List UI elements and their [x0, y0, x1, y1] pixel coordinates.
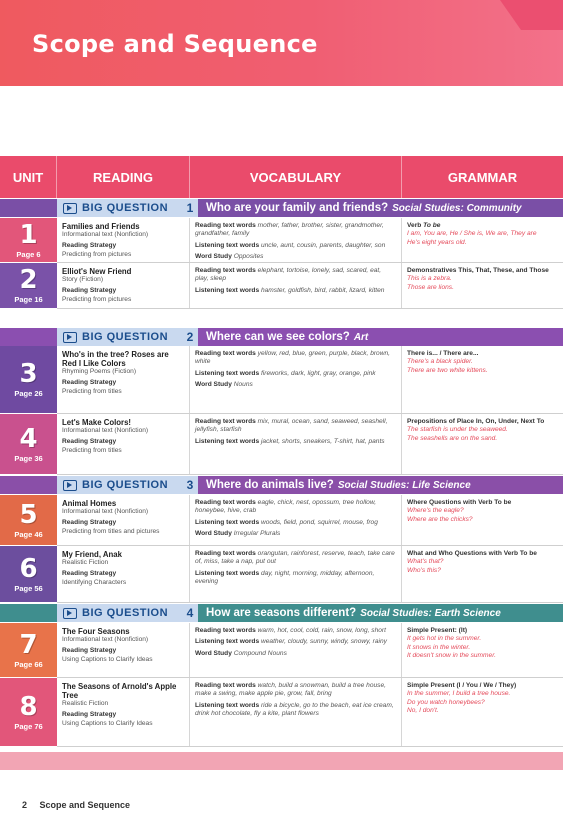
big-question-number: 1 — [182, 199, 198, 217]
spacer — [195, 587, 396, 590]
vocab-listening-words-label: Listening text words — [195, 569, 260, 577]
grammar-title — [407, 682, 558, 690]
grammar-cell — [402, 346, 563, 413]
vocab-listening-words-label: Listening text words — [195, 369, 260, 377]
big-question-title — [198, 328, 563, 346]
unit-cell — [0, 495, 57, 545]
header-grammar: GRAMMAR — [447, 169, 518, 185]
unit-cell — [0, 263, 57, 308]
vocab-word-study-label: Word Study — [195, 381, 232, 389]
vocab-listening-words — [195, 370, 396, 378]
big-question-subject: Social Studies: Community — [392, 202, 522, 214]
vocabulary-cell — [190, 678, 402, 746]
reading-title: Who's in the tree? Roses are Red I Like Colors — [62, 350, 169, 368]
vocab-word-study-label: Word Study — [195, 253, 232, 261]
big-question-bar — [0, 328, 563, 346]
vocab-listening-words-label: Listening text words — [195, 286, 260, 294]
grammar-example: In the summer, I build a tree house. — [407, 690, 511, 698]
table-header — [0, 156, 563, 198]
unit-row — [0, 678, 563, 746]
vocab-word-study-list: Opposites — [233, 253, 264, 261]
vocabulary-cell — [190, 346, 402, 413]
grammar-example: Do you watch honeybees? — [407, 698, 485, 706]
grammar-example: This is a zebra. — [407, 275, 452, 283]
unit-number: 5 — [19, 499, 38, 530]
vocab-listening-words-label: Listening text words — [195, 518, 260, 526]
vocab-listening-words-list: weather, cloudy, sunny, windy, snowy, rainy — [260, 638, 387, 646]
big-question-bar — [0, 476, 563, 494]
reading-type: Rhyming Poems (Fiction) — [62, 368, 137, 375]
reading-strategy: Identifying Characters — [62, 578, 127, 586]
vocabulary-cell — [190, 546, 402, 602]
grammar-title-text: Simple Present (I / You / We / They) — [407, 682, 517, 689]
unit-cell — [0, 218, 57, 262]
spacer — [195, 658, 396, 661]
big-question-text: BIG QUESTION — [82, 202, 169, 214]
reading-cell — [57, 546, 190, 602]
vocab-reading-words-list: watch, build a snowman, build a tree house, make a swing, make apple pie, grow, fall, bring — [195, 682, 386, 698]
reading-title: My Friend, Anak — [62, 550, 122, 559]
grammar-example: There are two white kittens. — [407, 366, 488, 374]
scope-table — [0, 156, 563, 769]
reading-strategy-label: Reading Strategy — [62, 647, 117, 655]
unit-row — [0, 495, 563, 545]
unit-page: Page 46 — [14, 529, 43, 539]
grammar-cell — [402, 414, 563, 474]
unit-number: 6 — [19, 553, 38, 584]
footer-label: Scope and Sequence — [39, 800, 131, 810]
big-question-subject: Social Studies: Earth Science — [360, 607, 501, 619]
grammar-example: It gets hot in the summer. — [407, 635, 482, 643]
grammar-example: Where's the eagle? — [407, 507, 464, 515]
big-question-text: BIG QUESTION — [82, 607, 169, 619]
big-question-bar — [0, 604, 563, 622]
unit-cell — [0, 678, 57, 746]
unit-page: Page 66 — [14, 659, 43, 669]
vocab-listening-words — [195, 287, 396, 295]
big-question-title — [198, 604, 563, 622]
unit-spacer — [0, 476, 57, 494]
big-question-text: BIG QUESTION — [82, 479, 169, 491]
vocabulary-cell — [190, 414, 402, 474]
vocabulary-cell — [190, 263, 402, 308]
reading-title: Elliot's New Friend — [62, 267, 132, 276]
big-question-label — [57, 604, 182, 622]
big-question-question: Who are your family and friends? — [206, 202, 389, 214]
vocab-reading-words-list: elephant, tortoise, lonely, sad, scared, eat, play, sleep — [195, 267, 382, 283]
header-reading: READING — [57, 156, 190, 198]
row-divider — [57, 602, 563, 603]
vocab-word-study — [195, 650, 396, 658]
reading-strategy-label: Reading Strategy — [62, 570, 117, 578]
big-question-number: 3 — [182, 476, 198, 494]
vocab-reading-words-list: eagle, chick, nest, opossum, tree hollow, honeybee, hive, crab — [195, 499, 377, 515]
vocab-reading-words-label: Reading text words — [195, 350, 256, 357]
big-question-label — [57, 328, 182, 346]
unit-page: Page 6 — [16, 249, 41, 259]
vocab-word-study-label: Word Study — [195, 649, 232, 657]
big-question-bar — [0, 199, 563, 217]
grammar-title-text: Verb — [407, 222, 422, 229]
vocabulary-cell — [190, 623, 402, 677]
reading-cell — [57, 346, 190, 413]
big-question-subject: Social Studies: Life Science — [337, 479, 471, 491]
reading-strategy-label: Reading Strategy — [62, 242, 117, 250]
unit-row — [0, 414, 563, 474]
grammar-title — [407, 418, 558, 426]
unit-number: 3 — [19, 359, 38, 389]
grammar-example: There's a black spider. — [407, 358, 473, 366]
vocab-reading-words — [195, 499, 396, 516]
big-question-question: Where do animals live? — [206, 479, 334, 491]
grammar-title-text: What and Who Questions with Verb To be — [407, 550, 537, 557]
vocab-listening-words-list: ride a bicycle, go to the beach, eat ice cream, drink hot chocolate, fly a kite, plant flowers — [195, 701, 394, 718]
reading-type: Informational text (Nonfiction) — [62, 427, 149, 434]
unit-number: 2 — [19, 265, 38, 295]
big-question-title — [198, 476, 563, 494]
unit-cell — [0, 346, 57, 413]
grammar-example: I am, You are, He / She is, We are, They are — [407, 230, 537, 238]
unit-page: Page 26 — [14, 389, 43, 398]
grammar-title — [407, 222, 558, 230]
vocab-reading-words — [195, 550, 396, 567]
grammar-title — [407, 350, 558, 358]
grammar-example: Those are lions. — [407, 283, 454, 291]
row-divider — [57, 474, 563, 475]
vocab-listening-words — [195, 570, 396, 587]
unit-page: Page 76 — [14, 721, 43, 731]
vocab-listening-words — [195, 638, 396, 646]
vocab-reading-words — [195, 682, 396, 699]
grammar-example: No, I don't. — [407, 707, 439, 715]
reading-strategy: Predicting from titles — [62, 387, 122, 395]
grammar-title-verb: To be — [423, 222, 441, 229]
unit-number: 8 — [19, 691, 38, 722]
unit-number: 7 — [19, 629, 38, 660]
row-divider — [57, 746, 563, 747]
vocab-word-study — [195, 530, 396, 538]
spacer — [195, 539, 396, 542]
vocab-word-study-list: Irregular Plurals — [233, 530, 281, 538]
header-vocabulary: VOCABULARY — [190, 156, 402, 198]
vocab-word-study — [195, 381, 396, 389]
header-unit: UNIT — [0, 156, 57, 198]
grammar-example: It snows in the winter. — [407, 643, 471, 651]
unit-cell — [0, 546, 57, 602]
vocab-listening-words-list: fireworks, dark, light, gray, orange, pink — [260, 369, 376, 377]
reading-strategy-label: Reading Strategy — [62, 379, 117, 387]
big-question-number: 2 — [182, 328, 198, 346]
grammar-example: He's eight years old. — [407, 238, 467, 246]
big-question-number: 4 — [182, 604, 198, 622]
vocab-word-study-label: Word Study — [195, 530, 232, 538]
vocab-listening-words — [195, 519, 396, 527]
grammar-cell — [402, 546, 563, 602]
grammar-cell — [402, 218, 563, 262]
unit-spacer — [0, 328, 57, 346]
vocab-reading-words-label: Reading text words — [195, 222, 256, 229]
unit-row — [0, 263, 563, 308]
reading-strategy-label: Reading Strategy — [62, 711, 117, 719]
vocab-listening-words — [195, 242, 396, 250]
vocab-listening-words-list: woods, field, pond, squirrel, mouse, frog — [260, 518, 378, 526]
vocab-listening-words — [195, 438, 396, 446]
reading-strategy: Using Captions to Clarify Ideas — [62, 719, 153, 727]
reading-strategy: Using Captions to Clarify Ideas — [62, 655, 153, 663]
reading-cell — [57, 218, 190, 262]
grammar-example: The starfish is under the seaweed. — [407, 426, 508, 434]
big-question-label — [57, 199, 182, 217]
vocab-reading-words — [195, 418, 396, 435]
reading-title: Animal Homes — [62, 499, 117, 508]
corner-decoration — [493, 0, 563, 30]
grammar-example: Who's this? — [407, 566, 441, 574]
grammar-title — [407, 499, 558, 507]
big-question-question: How are seasons different? — [206, 607, 357, 619]
vocabulary-cell — [190, 218, 402, 262]
unit-row — [0, 546, 563, 602]
row-divider — [57, 308, 563, 309]
unit-page: Page 16 — [14, 295, 43, 304]
vocab-listening-words-label: Listening text words — [195, 701, 260, 709]
unit-row — [0, 623, 563, 677]
vocab-reading-words-list: yellow, red, blue, green, purple, black, brown, white — [195, 350, 390, 366]
reading-title: The Seasons of Arnold's Apple Tree — [62, 682, 177, 700]
reading-cell — [57, 414, 190, 474]
reading-type: Realistic Fiction — [62, 559, 109, 566]
vocab-reading-words — [195, 627, 396, 635]
vocab-listening-words-list: jacket, shorts, sneakers, T-shirt, hat, pants — [260, 437, 385, 445]
unit-row — [0, 218, 563, 262]
reading-strategy-label: Reading Strategy — [62, 438, 117, 446]
unit-number: 4 — [19, 423, 38, 454]
grammar-title-text: Simple Present: (It) — [407, 627, 468, 634]
page-title: Scope and Sequence — [32, 30, 318, 58]
reading-type: Story (Fiction) — [62, 276, 104, 283]
vocab-reading-words-label: Reading text words — [195, 418, 256, 425]
vocab-reading-words — [195, 222, 396, 239]
vocab-listening-words-label: Listening text words — [195, 241, 260, 249]
spacer — [195, 446, 396, 449]
spacer — [195, 719, 396, 722]
bottom-band — [0, 752, 563, 770]
vocab-listening-words — [195, 702, 396, 719]
grammar-cell — [402, 495, 563, 545]
unit-number: 1 — [19, 219, 38, 250]
vocab-word-study — [195, 253, 396, 261]
reading-cell — [57, 623, 190, 677]
vocab-reading-words-label: Reading text words — [195, 682, 256, 689]
page-footer — [22, 800, 140, 810]
grammar-title-text: Where Questions with Verb To be — [407, 499, 512, 506]
reading-type: Informational text (Nonfiction) — [62, 231, 149, 238]
spacer — [195, 390, 396, 393]
vocab-reading-words-label: Reading text words — [195, 499, 256, 506]
vocab-reading-words-list: orangutan, rainforest, reserve, teach, take care of, miss, take a nap, put out — [195, 550, 395, 566]
grammar-example: Where are the chicks? — [407, 515, 473, 523]
play-icon[interactable] — [63, 203, 77, 214]
grammar-title-text: Demonstratives This, That, These, and Those — [407, 267, 549, 274]
play-icon[interactable] — [63, 608, 77, 619]
grammar-cell — [402, 678, 563, 746]
grammar-example: The seashells are on the sand. — [407, 434, 498, 442]
vocab-reading-words-label: Reading text words — [195, 267, 256, 274]
reading-type: Realistic Fiction — [62, 700, 109, 707]
grammar-cell — [402, 263, 563, 308]
reading-title: Families and Friends — [62, 222, 140, 231]
reading-strategy-label: Reading Strategy — [62, 287, 117, 295]
vocabulary-cell — [190, 495, 402, 545]
vocab-reading-words-list: warm, hot, cool, cold, rain, snow, long, short — [257, 627, 386, 634]
reading-cell — [57, 495, 190, 545]
vocab-reading-words — [195, 267, 396, 284]
reading-cell — [57, 678, 190, 746]
vocab-listening-words-list: hamster, goldfish, bird, rabbit, lizard, kitten — [260, 286, 385, 294]
grammar-title — [407, 267, 558, 275]
vocab-reading-words-list: mother, father, brother, sister, grandmother, grandfather, family — [195, 222, 384, 238]
reading-title: The Four Seasons — [62, 627, 130, 636]
reading-strategy: Predicting from titles and pictures — [62, 527, 160, 535]
unit-cell — [0, 414, 57, 474]
big-question-subject: Art — [353, 331, 369, 343]
vocab-reading-words-label: Reading text words — [195, 627, 256, 634]
grammar-title — [407, 627, 558, 635]
grammar-title — [407, 550, 558, 558]
reading-cell — [57, 263, 190, 308]
grammar-cell — [402, 623, 563, 677]
big-question-title — [198, 199, 563, 217]
unit-spacer — [0, 199, 57, 217]
unit-page: Page 56 — [14, 583, 43, 593]
grammar-title-text: Prepositions of Place In, On, Under, Next To — [407, 418, 545, 425]
spacer — [195, 295, 396, 298]
vocab-reading-words — [195, 350, 396, 367]
play-icon[interactable] — [63, 480, 77, 491]
vocab-word-study-list: Nouns — [233, 381, 253, 389]
reading-type: Informational text (Nonfiction) — [62, 508, 149, 515]
vocab-reading-words-label: Reading text words — [195, 550, 256, 557]
vocab-listening-words-label: Listening text words — [195, 437, 260, 445]
reading-strategy-label: Reading Strategy — [62, 519, 117, 527]
big-question-text: BIG QUESTION — [82, 331, 169, 343]
unit-spacer — [0, 604, 57, 622]
grammar-title-text: There is... / There are... — [407, 350, 479, 357]
big-question-label — [57, 476, 182, 494]
reading-strategy: Predicting from pictures — [62, 295, 132, 303]
reading-strategy: Predicting from pictures — [62, 250, 132, 258]
vocab-reading-words-list: mix, mural, ocean, sand, seaweed, seashell, jellyfish, starfish — [195, 418, 388, 434]
unit-cell — [0, 623, 57, 677]
grammar-example: It doesn't snow in the summer. — [407, 652, 496, 660]
unit-page: Page 36 — [14, 453, 43, 463]
reading-type: Informational text (Nonfiction) — [62, 636, 149, 643]
reading-title: Let's Make Colors! — [62, 418, 132, 427]
grammar-example: What's that? — [407, 558, 444, 566]
unit-row — [0, 346, 563, 413]
vocab-listening-words-list: uncle, aunt, cousin, parents, daughter, son — [260, 241, 386, 249]
play-icon[interactable] — [63, 332, 77, 343]
vocab-listening-words-list: day, night, morning, midday, afternoon, evening — [195, 569, 375, 586]
page-number: 2 — [22, 800, 28, 810]
reading-strategy: Predicting from titles — [62, 446, 122, 454]
vocab-word-study-list: Compound Nouns — [233, 649, 287, 657]
big-question-question: Where can we see colors? — [206, 331, 350, 343]
vocab-listening-words-label: Listening text words — [195, 638, 260, 646]
title-banner — [0, 0, 563, 86]
